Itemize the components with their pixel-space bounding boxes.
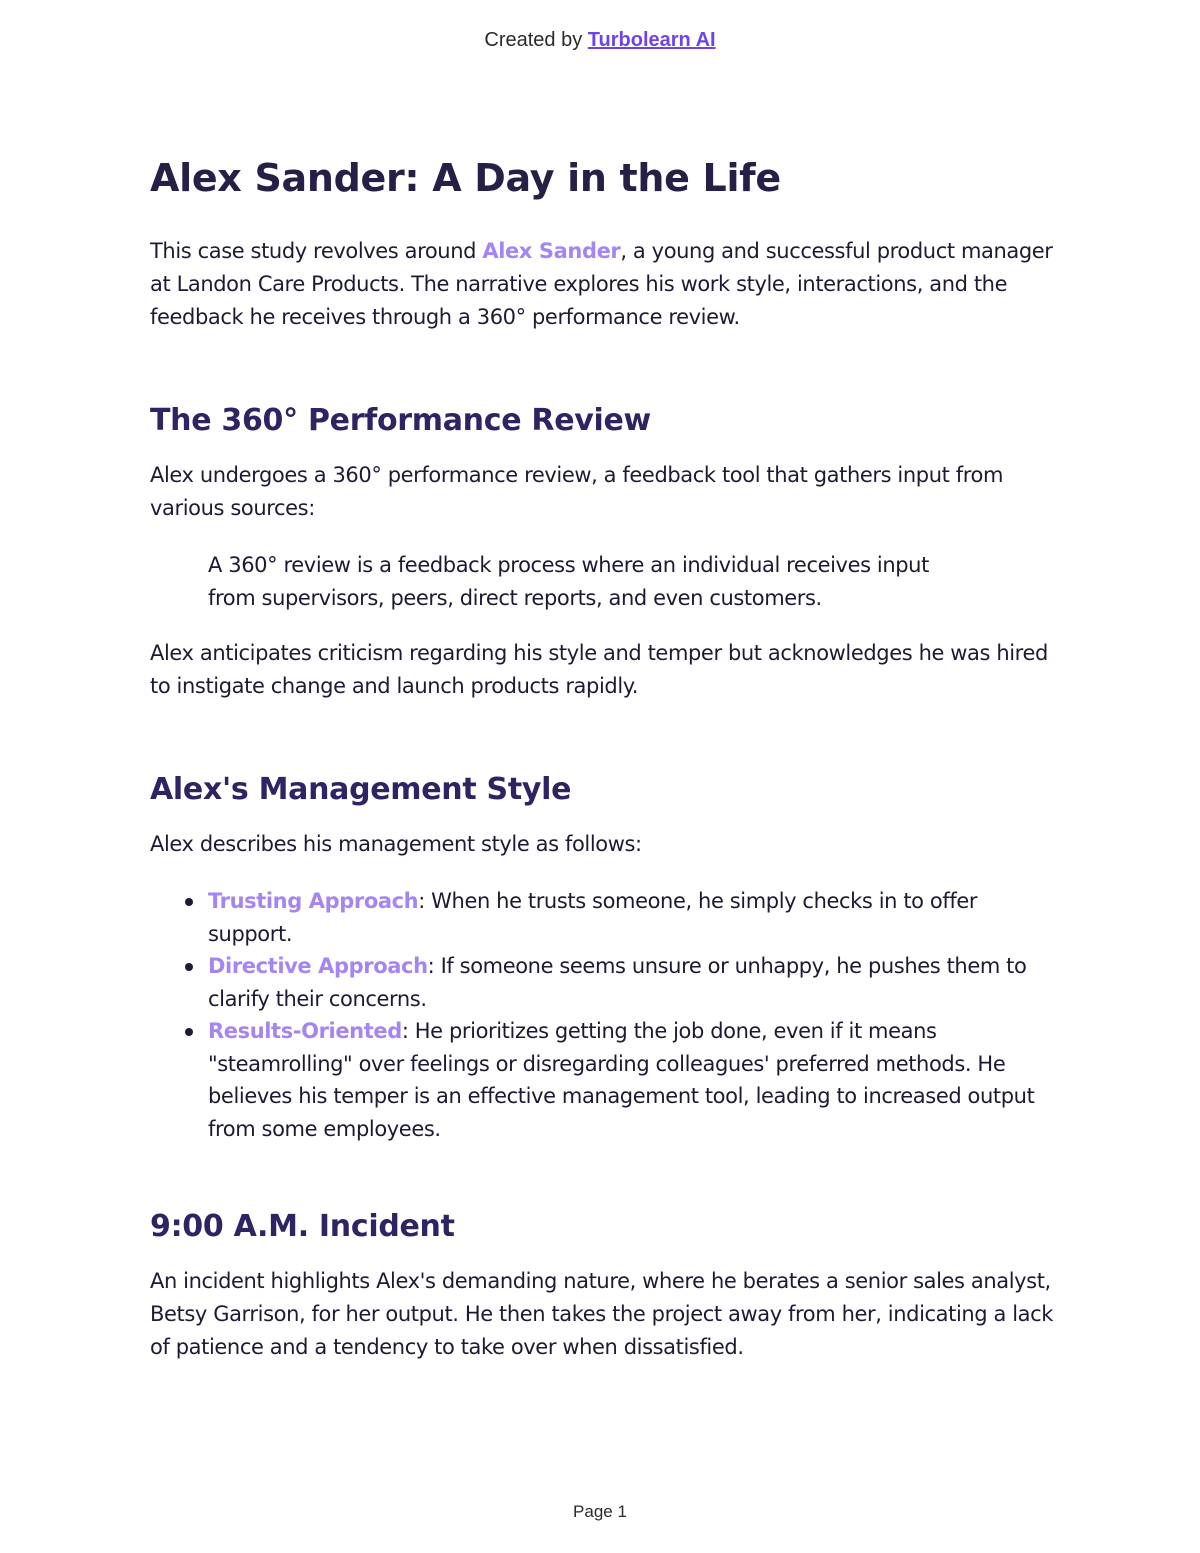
bullet-icon <box>185 898 193 906</box>
heading-360-review: The 360° Performance Review <box>150 403 651 438</box>
document-body <box>150 152 1060 1364</box>
bullet-icon <box>185 963 193 971</box>
page-header <box>0 29 1200 52</box>
management-style-list <box>150 885 1060 1145</box>
review-closing-paragraph: Alex anticipates criticism regarding his style and temper but acknowledges he was hired to instigate change and launch products rapidly. <box>150 641 1048 698</box>
text-results-oriented: : He prioritizes getting the job done, even if it means "steamrolling" over feelings or disregarding colleagues' preferred methods. He believes his temper is an effective management tool, leading to increased output from some employees. <box>208 1019 1035 1141</box>
list-item-results-oriented <box>208 1015 1048 1145</box>
term-results-oriented: Results-Oriented <box>208 1019 402 1043</box>
created-by-label: Created by <box>484 29 583 51</box>
list-item-directive-approach <box>208 950 1048 1015</box>
list-item-trusting-approach <box>208 885 1048 950</box>
heading-incident: 9:00 A.M. Incident <box>150 1209 455 1244</box>
document-title: Alex Sander: A Day in the Life <box>150 156 781 200</box>
page-number: Page 1 <box>573 1502 627 1521</box>
intro-text-after: , a young and successful product manager at Landon Care Products. The narrative explores his work style, interactions, and the feedback he receives through a 360° performance review. <box>150 239 1053 329</box>
term-directive-approach: Directive Approach <box>208 954 428 978</box>
turbolearn-link[interactable]: Turbolearn AI <box>587 29 716 51</box>
text-directive-approach: : If someone seems unsure or unhappy, he pushes them to clarify their concerns. <box>208 954 1027 1011</box>
intro-highlight-alex-sander: Alex Sander <box>482 239 621 263</box>
incident-paragraph: An incident highlights Alex's demanding nature, where he berates a senior sales analyst, Betsy Garrison, for her output. He then takes the project away from her, indicating a lack of patience and a tendency to take over when dissatisfied. <box>150 1269 1054 1359</box>
text-trusting-approach: : When he trusts someone, he simply checks in to offer support. <box>208 889 978 946</box>
term-trusting-approach: Trusting Approach <box>208 889 419 913</box>
intro-text-before: This case study revolves around <box>150 239 483 263</box>
heading-management-style: Alex's Management Style <box>150 772 572 807</box>
review-definition-quote: A 360° review is a feedback process where an individual receives input from supervisors, peers, direct reports, and even customers. <box>208 553 929 610</box>
review-lead-paragraph: Alex undergoes a 360° performance review, a feedback tool that gathers input from various sources: <box>150 463 1003 520</box>
style-lead-paragraph: Alex describes his management style as follows: <box>150 832 642 856</box>
bullet-icon <box>185 1028 193 1036</box>
intro-paragraph <box>150 235 1060 334</box>
